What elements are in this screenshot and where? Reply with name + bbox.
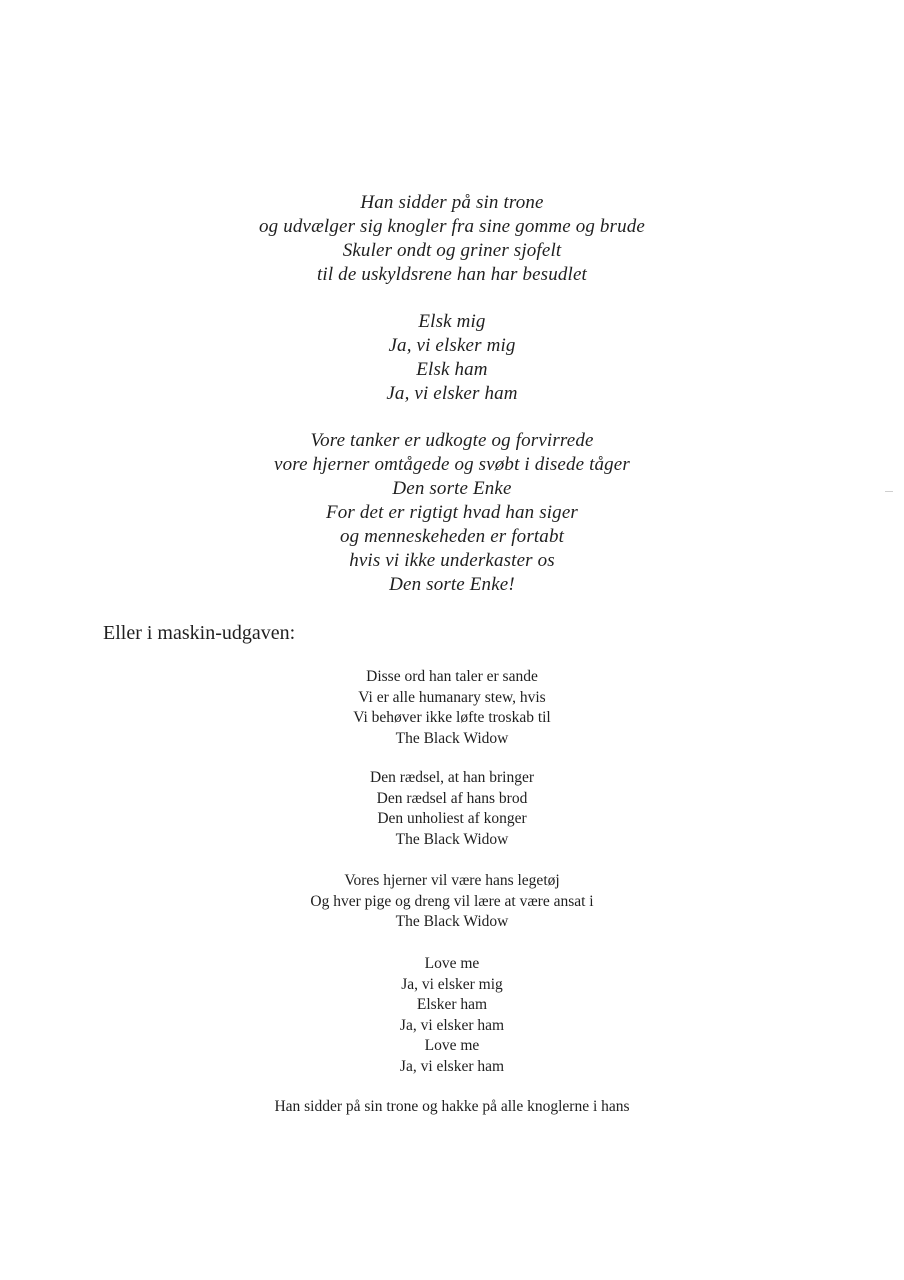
poem-line: Vore tanker er udkogte og forvirrede	[310, 430, 594, 451]
poem-line: Skuler ondt og griner sjofelt	[342, 240, 562, 261]
poem-line: Ja, vi elsker ham	[386, 383, 518, 404]
poem-line: Vi behøver ikke løfte troskab til	[353, 709, 551, 726]
plain-stanza-3	[0, 871, 904, 933]
poem-line: Den sorte Enke	[392, 478, 512, 499]
poem-line: Love me	[424, 955, 480, 972]
poem-line: Han sidder på sin trone	[360, 192, 544, 213]
poem-line: Disse ord han taler er sande	[366, 668, 538, 685]
italic-stanza-2	[0, 310, 904, 406]
poem-line: The Black Widow	[395, 729, 509, 747]
poem-line: Love me	[424, 1037, 480, 1054]
poem-line: Vores hjerner vil være hans legetøj	[344, 872, 560, 889]
poem-line: Og hver pige og dreng vil lære at være ansat i	[310, 892, 594, 910]
poem-line: Ja, vi elsker mig	[401, 975, 503, 993]
poem-line: Den rædsel af hans brod	[376, 789, 528, 807]
poem-line: Den sorte Enke!	[389, 574, 515, 595]
poem-line: Ja, vi elsker mig	[388, 335, 516, 356]
poem-line: Vi er alle humanary stew, hvis	[358, 688, 546, 706]
poem-line: The Black Widow	[395, 830, 509, 848]
italic-stanza-3	[0, 429, 904, 597]
poem-line: Elsk ham	[416, 359, 488, 380]
poem-line: For det er rigtigt hvad han siger	[326, 502, 578, 523]
poem-line: The Black Widow	[395, 913, 509, 930]
poem-line: Ja, vi elsker ham	[399, 1057, 505, 1075]
plain-stanza-1	[0, 667, 904, 749]
poem-line: Elsker ham	[416, 996, 488, 1013]
poem-line: til de uskyldsrene han har besudlet	[317, 264, 587, 285]
poem-line: Den rædsel, at han bringer	[370, 769, 534, 786]
italic-stanza-1	[0, 191, 904, 287]
poem-line: og menneskeheden er fortabt	[339, 526, 565, 547]
poem-line: og udvælger sig knogler fra sine gomme og brude	[259, 216, 645, 237]
plain-stanza-4	[0, 954, 904, 1077]
poem-line: vore hjerner omtågede og svøbt i disede tåger	[274, 454, 630, 475]
closing-line: Han sidder på sin trone og hakke på alle knoglerne i hans	[274, 1098, 630, 1115]
poem-line: Den unholiest af konger	[377, 810, 527, 827]
poem-line: hvis vi ikke underkaster os	[349, 550, 555, 571]
poem-line: Elsk mig	[418, 311, 486, 332]
section-intro: Eller i maskin-udgaven:	[103, 622, 296, 644]
plain-stanza-2	[0, 768, 904, 850]
poem-line: Ja, vi elsker ham	[399, 1016, 505, 1034]
scan-artifact	[885, 491, 893, 492]
